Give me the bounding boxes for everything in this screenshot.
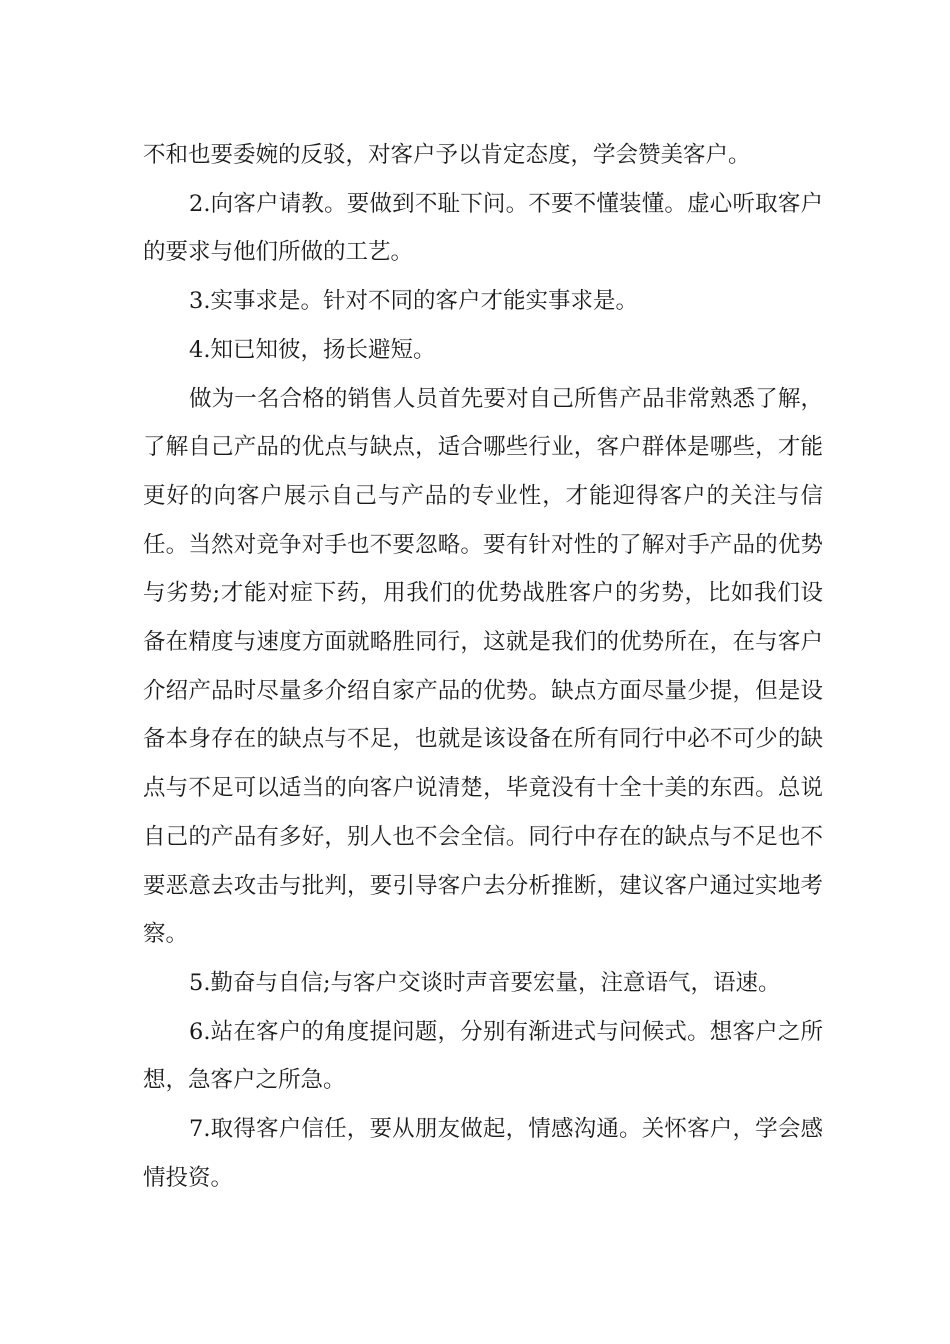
paragraph-point-5: 5.勤奋与自信;与客户交谈时声音要宏量，注意语气，语速。	[189, 969, 781, 996]
paragraph-point-7: 7.取得客户信任，要从朋友做起，情感沟通。关怀客户，学会感情投资。	[143, 1116, 823, 1191]
paragraph-product-knowledge: 做为一名合格的销售人员首先要对自己所售产品非常熟悉了解，了解自己产品的优点与缺点，适合哪些行业，客户群体是哪些，才能更好的向客户展示自己与产品的专业性，才能迎得客户的关注与信任。当然对竞争对手也不要忽略。要有针对性的了解对手产品的优势与劣势;才能对症下药，用我们的优势战胜客户的劣势，比如我们设备在精度与速度方面就略胜同行，这就是我们的优势所在，在与客户介绍产品时尽量多介绍自家产品的优势。缺点方面尽量少提，但是设备本身存在的缺点与不足，也就是该设备在所有同行中必不可少的缺点与不足可以适当的向客户说清楚，毕竟没有十全十美的东西。总说自己的产品有多好，别人也不会全信。同行中存在的缺点与不足也不要恶意去攻击与批判，要引导客户去分析推断，建议客户通过实地考察。	[143, 385, 823, 948]
paragraph-point-6: 6.站在客户的角度提问题，分别有渐进式与问候式。想客户之所想，急客户之所急。	[143, 1018, 823, 1094]
paragraph-point-2: 2.向客户请教。要做到不耻下问。不要不懂装懂。虚心听取客户的要求与他们所做的工艺。	[143, 190, 823, 266]
paragraph-point-3: 3.实事求是。针对不同的客户才能实事求是。	[189, 288, 638, 315]
paragraph-point-4: 4.知已知彼，扬长避短。	[189, 336, 436, 363]
document-body	[143, 131, 823, 1202]
paragraph-continuation: 不和也要委婉的反驳，对客户予以肯定态度，学会赞美客户。	[143, 142, 751, 168]
